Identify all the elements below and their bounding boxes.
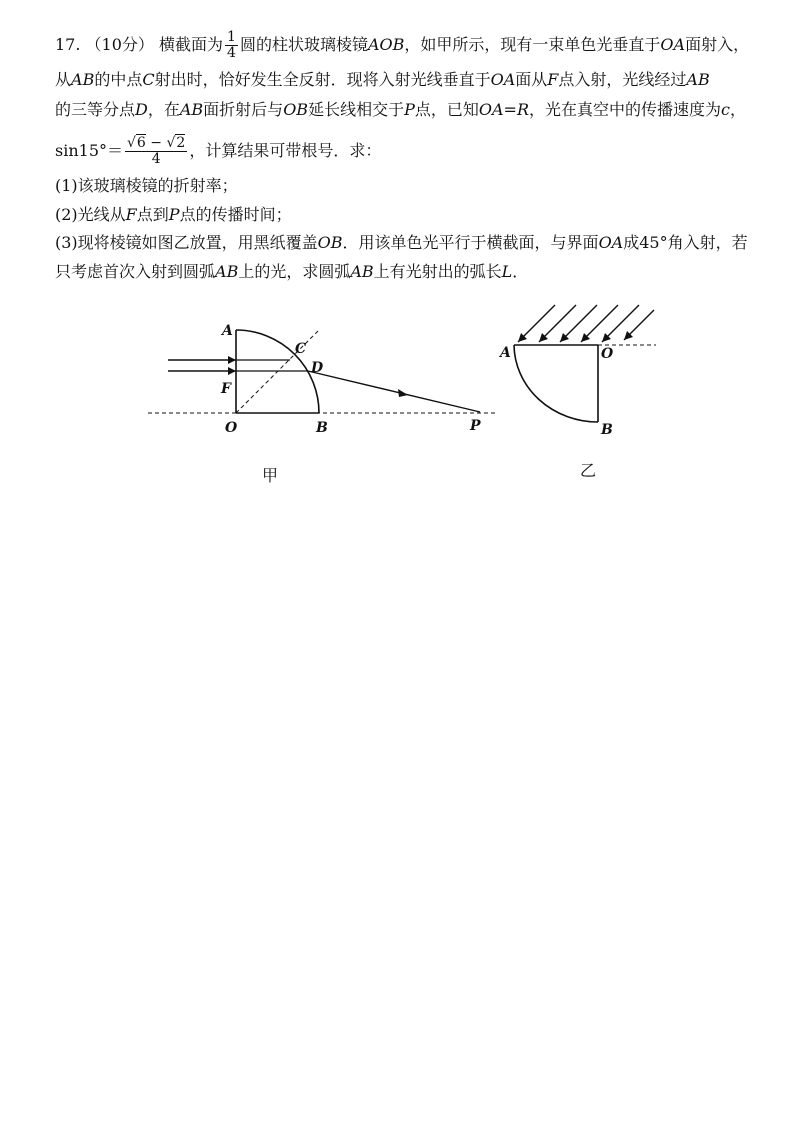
ray-top-arrow [228, 356, 236, 364]
label-p: P [470, 418, 481, 434]
label-a: A [500, 345, 511, 361]
ray-bottom-arrow [228, 367, 236, 375]
label-a: A [222, 323, 233, 339]
label-o: O [225, 420, 238, 436]
problem-line-4: sin15°＝ $\frac{√6 - √2}{4}$ ，计算结果可带根号．求： [55, 135, 382, 167]
question-2: (2)光线从F点到P点的传播时间； [55, 205, 292, 224]
label-c: C [295, 341, 307, 357]
label-o: O [601, 346, 614, 362]
question-3-line-1: (3)现将棱镜如图乙放置，用黑纸覆盖OB．用该单色光平行于横截面，与界面OA成45°角入射，若 [55, 233, 748, 252]
quarter-fraction: $\frac{1}{4}$ [227, 29, 236, 61]
problem-line-3: 的三等分点D，在AB面折射后与OB延长线相交于P点，已知OA=R，光在真空中的传播速度为c， [55, 100, 746, 119]
figure-jia-caption: 甲 [262, 466, 279, 485]
refracted-ray [308, 371, 480, 412]
question-3-line-2: 只考虑首次入射到圆弧AB上的光，求圆弧AB上有光射出的弧长L． [55, 262, 529, 281]
label-f: F [221, 381, 231, 397]
problem-score: （10分） [85, 35, 154, 54]
problem-line-2: 从AB的中点C射出时，恰好发生全反射．现将入射光线垂直于OA面从F点入射，光线经过AB [55, 70, 710, 89]
question-1: (1)该玻璃棱镜的折射率； [55, 176, 238, 195]
problem-line-1: 17. （10分） 横截面为 $\frac{1}{4}$ 圆的柱状玻璃棱镜AOB，如甲所示，现有一束单色光垂直于OA面射入， [55, 29, 750, 61]
refracted-ray-arrow [398, 389, 408, 397]
label-d: D [311, 360, 324, 376]
label-b: B [601, 422, 613, 438]
sin15-fraction: $\frac{√6 - √2}{4}$ [127, 135, 186, 167]
label-b: B [316, 420, 328, 436]
arc-ab [514, 345, 598, 422]
figure-yi-diagram [498, 300, 663, 440]
sin15-label: sin15°＝ [55, 141, 123, 160]
problem-number: 17. [55, 35, 81, 54]
figure-jia-diagram [140, 315, 510, 445]
figure-yi-caption: 乙 [580, 461, 597, 480]
